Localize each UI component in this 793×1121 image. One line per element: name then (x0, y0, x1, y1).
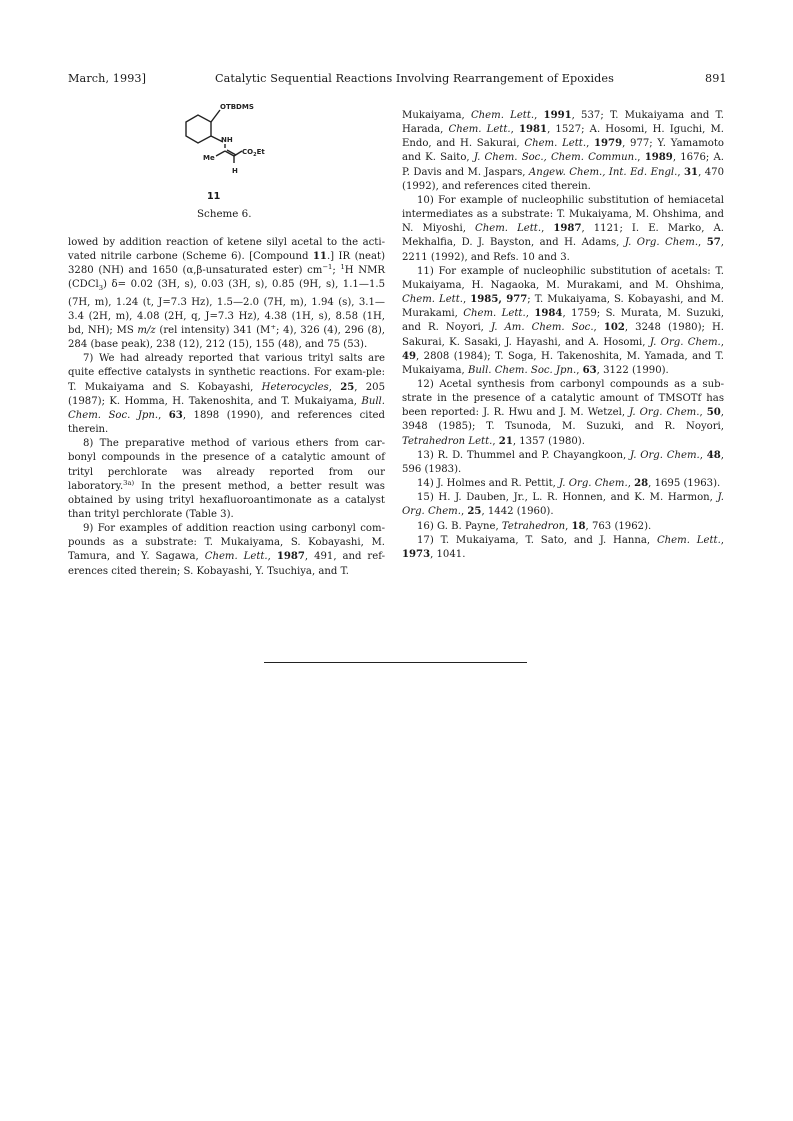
scheme-caption: Scheme 6. (197, 208, 252, 220)
reference-17: 17) T. Mukaiyama, T. Sato, and J. Hanna, Chem. Lett., 1973, 1041. (402, 534, 724, 560)
co2et-label: $CO_2Et$ (242, 148, 265, 158)
end-rule (264, 662, 527, 663)
running-header-title: Catalytic Sequential Reactions Involving Rearrangement of Epoxides (215, 72, 614, 85)
page-number: 891 (705, 72, 727, 85)
reference-14: 14) J. Holmes and R. Pettit, J. Org. Chem., 28, 1695 (1963). (417, 478, 721, 490)
reference-9-continued: Mukaiyama, Chem. Lett., 1991, 537; T. Mukaiyama and T. Harada, Chem. Lett., 1981, 1527; A. Hosomi, H. Iguchi, M. Endo, and H. Sakurai, Chem. Lett., 1979, 977; Y. Yamamoto and K. Saito, J. Chem. Soc., Chem. Commun., 1989, 1676; A. P. Davis and M. Jaspars, Angew. Chem., Int. Ed. Engl., 31, 470 (1992), and references cited therein. (402, 110, 725, 192)
me-label: Me (203, 154, 215, 162)
reference-8: 8) The preparative method of various ethers from car-bonyl compounds in the presence of a catalytic amount of trityl perchlorate was already reported from our laboratory.$^{3a)}$ In the present method, a better result was obtained by using trityl hexafluoroantimonate as a catalyst than trityl perchlorate (Table 3). (68, 438, 385, 520)
running-header-date: March, 1993] (68, 72, 147, 85)
reference-13: 13) R. D. Thummel and P. Chayangkoon, J. Org. Chem., 48, 596 (1983). (402, 449, 724, 475)
reference-11: 11) For example of nucleophilic substitution of acetals: T. Mukaiyama, H. Nagaoka, M. Murakami, and M. Ohshima, Chem. Lett., 1985, 977; T. Mukaiyama, S. Kobayashi, and M. Murakami, Chem. Lett., 1984, 1759; S. Murata, M. Suzuki, and R. Noyori, J. Am. Chem. Soc., 102, 3248 (1980); H. Sakurai, K. Sasaki, J. Hayashi, and A. Hosomi, J. Org. Chem., 49, 2808 (1984); T. Soga, H. Takenoshita, M. Yamada, and T. Mukaiyama, Bull. Chem. Soc. Jpn., 63, 3122 (1990). (402, 265, 724, 376)
reference-12: 12) Acetal synthesis from carbonyl compounds as a sub-strate in the presence of a catalytic amount of TMSOTf has been reported: J. R. Hwu and J. M. Wetzel, J. Org. Chem., 50, 3948 (1985); T. Tsunoda, M. Suzuki, and R. Noyori, Tetrahedron Lett., 21, 1357 (1980). (402, 378, 724, 447)
cyclohexane-ring (186, 115, 211, 143)
reference-7: 7) We had already reported that various trityl salts are quite effective catalysts in synthetic reactions. For exam-ple: T. Mukaiyama and S. Kobayashi, Heterocycles, 25, 205 (1987); K. Homma, H. Takenoshita, and T. Mukaiyama, Bull. Chem. Soc. Jpn., 63, 1898 (1990), and references cited therein. (68, 353, 385, 436)
reference-9: 9) For examples of addition reaction using carbonyl com-pounds as a substrate: T. Mukaiyama, S. Kobayashi, M. Tamura, and Y. Sagawa, Chem. Lett., 1987, 491, and ref-erences cited therein; S. Kobayashi, Y. Tsuchiya, and T. (68, 523, 386, 577)
reference-15: 15) H. J. Dauben, Jr., L. R. Honnen, and K. M. Harmon, J. Org. Chem., 25, 1442 (1960). (402, 492, 724, 518)
paragraph-compound-11-data: lowed by addition reaction of ketene silyl acetal to the acti-vated nitrile carbone (Scheme 6). [Compound 11.] IR (neat) 3280 (NH) and 1650 (α,β-unsaturated ester) $cm^{-1}$; $^1$H NMR (CDCl$_3$) δ= 0.02 (3H, s), 0.03 (3H, s), 0.85 (9H, s), 1.1—1.5 (7H, m), 1.24 (t, J=7.3 Hz), 1.5—2.0 (7H, m), 1.94 (s), 3.1—3.4 (2H, m), 4.08 (2H, q, J=7.3 Hz), 4.38 (1H, s), 8.58 (1H, bd, NH); MS m/z (rel intensity) 341 (M+; 4), 326 (4), 296 (8), 284 (base peak), 238 (12), 212 (15), 155 (48), and 75 (53). (68, 237, 386, 351)
scheme-6-structure (180, 98, 280, 182)
compound-number: 11 (207, 191, 221, 202)
reference-16: 16) G. B. Payne, Tetrahedron, 18, 763 (1962). (417, 520, 652, 532)
reference-10: 10) For example of nucleophilic substitution of hemiacetal intermediates as a substrate: T. Mukaiyama, M. Ohshima, and N. Miyoshi, Chem. Lett., 1987, 1121; I. E. Marko, A. Mekhalfia, D. J. Bayston, and H. Adams, J. Org. Chem., 57, 2211 (1992), and Refs. 10 and 3. (402, 194, 725, 263)
right-column (402, 109, 724, 562)
left-column (68, 236, 385, 579)
nh-label: NH (221, 136, 233, 144)
otbdms-label: OTBDMS (220, 103, 254, 111)
h-label: H (232, 167, 238, 175)
